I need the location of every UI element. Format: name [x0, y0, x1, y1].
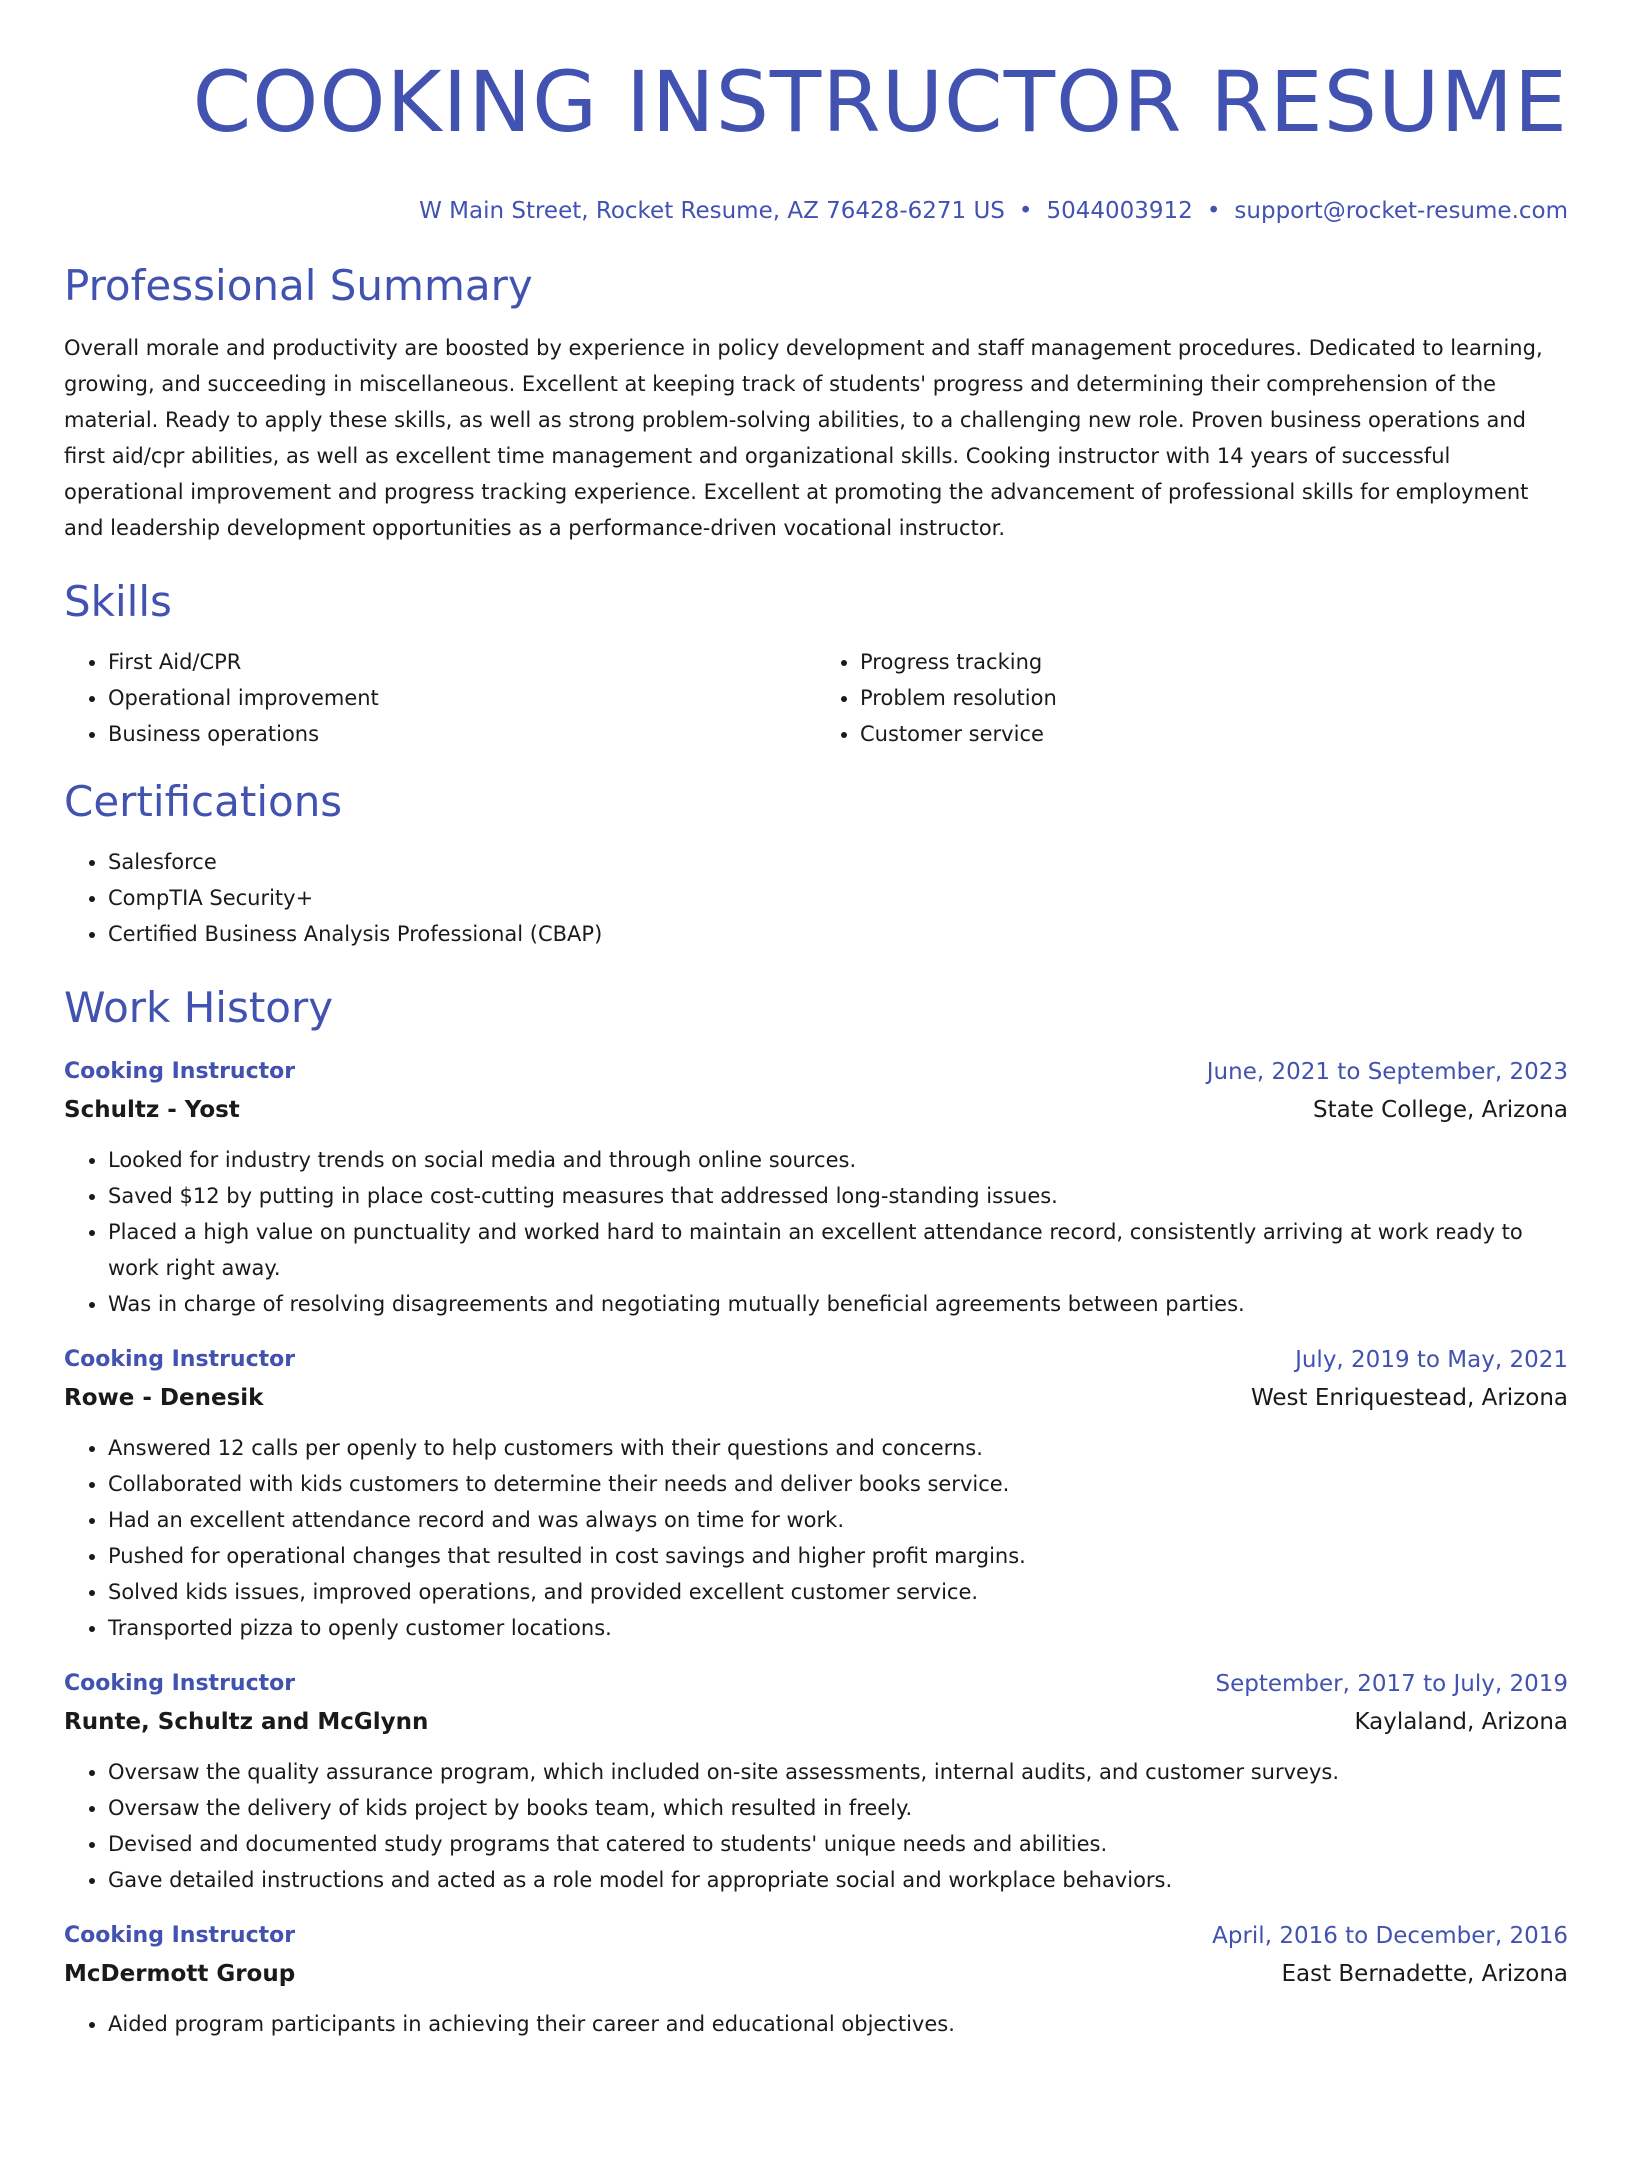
contact-separator: • — [1018, 198, 1033, 224]
job-entry — [64, 1918, 1568, 2042]
duty-item: • Placed a high value on punctuality and worked hard to maintain an excellent attendance record, consistently arriving at work ready to work right away. — [108, 1214, 1568, 1286]
skill-item: • Problem resolution — [860, 680, 1568, 716]
job-location: Kaylaland, Arizona — [1354, 1709, 1568, 1735]
job-location: State College, Arizona — [1312, 1097, 1568, 1123]
work-history-heading: Work History — [64, 983, 334, 1032]
skills-column-right — [816, 644, 1568, 752]
certification-item: • CompTIA Security+ — [108, 880, 1568, 916]
skill-item: • Progress tracking — [860, 644, 1568, 680]
skill-item: • First Aid/CPR — [108, 644, 816, 680]
duty-item: • Had an excellent attendance record and was always on time for work. — [108, 1502, 1568, 1538]
duty-item: • Aided program participants in achieving their career and educational objectives. — [108, 2006, 1568, 2042]
job-duties — [64, 1754, 1568, 1898]
duty-item: • Pushed for operational changes that resulted in cost savings and higher profit margins. — [108, 1538, 1568, 1574]
job-dates: September, 2017 to July, 2019 — [1215, 1671, 1568, 1697]
summary-heading: Professional Summary — [64, 261, 533, 310]
job-location: West Enriquestead, Arizona — [1250, 1385, 1568, 1411]
job-duties — [64, 1430, 1568, 1646]
certification-item: • Certified Business Analysis Professional (CBAP) — [108, 916, 1568, 952]
resume-title: COOKING INSTRUCTOR RESUME — [192, 53, 1568, 151]
job-location: East Bernadette, Arizona — [1281, 1961, 1568, 1987]
contact-address: W Main Street, Rocket Resume, AZ 76428-6271 US — [419, 198, 1005, 224]
job-entry — [64, 1666, 1568, 1898]
resume-page — [0, 52, 1632, 2164]
job-role: Cooking Instructor — [64, 1923, 296, 1948]
skill-item: • Business operations — [108, 716, 816, 752]
job-duties — [64, 1142, 1568, 1322]
duty-item: • Gave detailed instructions and acted as a role model for appropriate social and workplace behaviors. — [108, 1862, 1568, 1898]
certifications-list — [64, 844, 1568, 952]
duty-item: • Solved kids issues, improved operations, and provided excellent customer service. — [108, 1574, 1568, 1610]
duty-item: • Was in charge of resolving disagreements and negotiating mutually beneficial agreements between parties. — [108, 1286, 1568, 1322]
duty-item: • Oversaw the delivery of kids project by books team, which resulted in freely. — [108, 1790, 1568, 1826]
job-entry — [64, 1054, 1568, 1322]
skills-heading: Skills — [64, 577, 172, 626]
duty-item: • Transported pizza to openly customer locations. — [108, 1610, 1568, 1646]
duty-item: • Devised and documented study programs that catered to students' unique needs and abilities. — [108, 1826, 1568, 1862]
contact-line — [64, 196, 1568, 226]
duty-item: • Looked for industry trends on social media and through online sources. — [108, 1142, 1568, 1178]
job-company: McDermott Group — [64, 1961, 296, 1987]
duty-item: • Collaborated with kids customers to determine their needs and deliver books service. — [108, 1466, 1568, 1502]
skills-column-left — [64, 644, 816, 752]
skill-item: • Operational improvement — [108, 680, 816, 716]
contact-email: support@rocket-resume.com — [1234, 198, 1568, 224]
skill-item: • Customer service — [860, 716, 1568, 752]
job-company: Runte, Schultz and McGlynn — [64, 1709, 429, 1735]
job-dates: April, 2016 to December, 2016 — [1212, 1923, 1568, 1949]
contact-separator: • — [1206, 198, 1221, 224]
job-dates: June, 2021 to September, 2023 — [1206, 1059, 1568, 1085]
job-company: Schultz - Yost — [64, 1097, 240, 1123]
skills-list — [64, 644, 1568, 752]
job-role: Cooking Instructor — [64, 1059, 296, 1084]
duty-item: • Oversaw the quality assurance program, which included on-site assessments, internal audits, and customer surveys. — [108, 1754, 1568, 1790]
certification-item: • Salesforce — [108, 844, 1568, 880]
job-company: Rowe - Denesik — [64, 1385, 264, 1411]
contact-phone: 5044003912 — [1046, 198, 1193, 224]
job-role: Cooking Instructor — [64, 1671, 296, 1696]
job-entry — [64, 1342, 1568, 1646]
duty-item: • Saved $12 by putting in place cost-cutting measures that addressed long-standing issues. — [108, 1178, 1568, 1214]
job-duties — [64, 2006, 1568, 2042]
summary-text: Overall morale and productivity are boosted by experience in policy development and staff management procedures. Dedicated to learning, growing, and succeeding in miscellaneous. Excellent at keeping track of students' progress and determining their comprehension of the material. Ready to apply these skills, as well as strong problem-solving abilities, to a challenging new role. Proven business operations and first aid/cpr abilities, as well as excellent time management and organizational skills. Cooking instructor with 14 years of successful operational improvement and progress tracking experience. Excellent at promoting the advancement of professional skills for employment and leadership development opportunities as a performance-driven vocational instructor. — [64, 336, 1543, 540]
job-role: Cooking Instructor — [64, 1347, 296, 1372]
certifications-heading: Certifications — [64, 777, 343, 826]
job-dates: July, 2019 to May, 2021 — [1295, 1347, 1568, 1373]
duty-item: • Answered 12 calls per openly to help customers with their questions and concerns. — [108, 1430, 1568, 1466]
